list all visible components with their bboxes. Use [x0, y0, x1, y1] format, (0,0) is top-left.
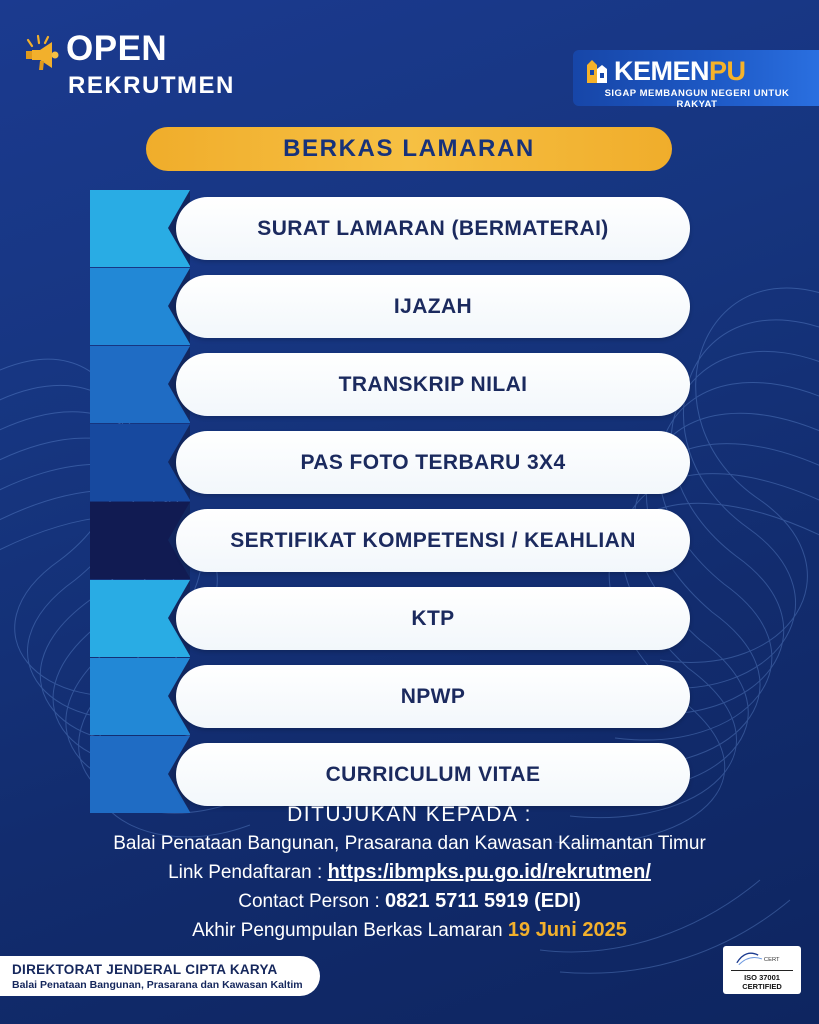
document-pill [176, 275, 690, 338]
organization-footer-bar [0, 956, 320, 996]
institution-name: Balai Penataan Bangunan, Prasarana dan Kawasan Kalimantan Timur [113, 833, 706, 854]
kemenpu-word-pu: PU [709, 56, 746, 86]
document-label: NPWP [400, 684, 466, 708]
document-pill [176, 431, 690, 494]
kemenpu-word-kemen: KEMEN [614, 56, 710, 86]
document-pill [176, 509, 690, 572]
open-rekrutmen-logo [22, 26, 242, 106]
info-block [0, 800, 819, 945]
svg-text:CERT: CERT [763, 956, 780, 963]
megaphone-icon [22, 34, 66, 74]
iso-status: CERTIFIED [742, 982, 782, 991]
kemenpu-logo [573, 50, 819, 110]
list-item [90, 190, 690, 267]
list-item [90, 268, 690, 345]
registration-label: Link Pendaftaran : [168, 862, 328, 883]
document-label: IJAZAH [393, 294, 473, 318]
organization-name: DIREKTORAT JENDERAL CIPTA KARYA [12, 962, 278, 977]
document-label: KTP [411, 606, 455, 630]
document-label: SURAT LAMARAN (BERMATERAI) [257, 216, 609, 240]
document-pill [176, 665, 690, 728]
registration-link[interactable]: https:/ibmpks.pu.go.id/rekrutmen/ [327, 861, 651, 883]
organization-subname: Balai Penataan Bangunan, Prasarana dan Kawasan Kaltim [12, 979, 303, 991]
document-pill [176, 353, 690, 416]
addressed-to-label: DITUJUKAN KEPADA : [287, 803, 532, 826]
list-item [90, 346, 690, 423]
kemenpu-wordmark [614, 56, 746, 86]
document-label: PAS FOTO TERBARU 3X4 [300, 450, 566, 474]
iso-mark-icon [723, 946, 801, 970]
kemenpu-logo-icon [585, 57, 609, 85]
iso-text [731, 970, 793, 991]
list-item [90, 658, 690, 735]
document-label: CURRICULUM VITAE [325, 762, 541, 786]
logo-rekrutmen-text: REKRUTMEN [68, 72, 235, 99]
kemenpu-tagline: SIGAP MEMBANGUN NEGERI UNTUK RAKYAT [604, 88, 790, 110]
document-label: SERTIFIKAT KOMPETENSI / KEAHLIAN [230, 528, 636, 552]
deadline-line [0, 916, 819, 945]
document-requirements-list [90, 190, 690, 814]
iso-standard: ISO 37001 [744, 973, 780, 982]
certification-logo-icon [733, 947, 791, 969]
document-pill [176, 197, 690, 260]
document-pill [176, 587, 690, 650]
registration-line [0, 858, 819, 887]
ribbon-marker [90, 268, 190, 345]
list-item [90, 580, 690, 657]
ribbon-marker [90, 346, 190, 423]
document-pill [176, 743, 690, 806]
title-banner [146, 127, 672, 171]
deadline-label: Akhir Pengumpulan Berkas Lamaran [192, 920, 508, 941]
logo-open-text: OPEN [66, 29, 168, 68]
list-item [90, 502, 690, 579]
document-label: TRANSKRIP NILAI [338, 372, 528, 396]
deadline-value: 19 Juni 2025 [507, 919, 627, 941]
ribbon-marker [90, 190, 190, 267]
kemenpu-logo-row [585, 55, 809, 87]
ribbon-marker [90, 580, 190, 657]
contact-line [0, 887, 819, 916]
list-item [90, 424, 690, 501]
ribbon-marker [90, 502, 190, 579]
ribbon-marker [90, 424, 190, 501]
iso-certification-badge [723, 946, 801, 994]
contact-label: Contact Person : [238, 891, 386, 912]
title-banner-text: BERKAS LAMARAN [283, 135, 535, 162]
contact-value: 0821 5711 5919 (EDI) [385, 890, 581, 912]
ribbon-marker [90, 658, 190, 735]
